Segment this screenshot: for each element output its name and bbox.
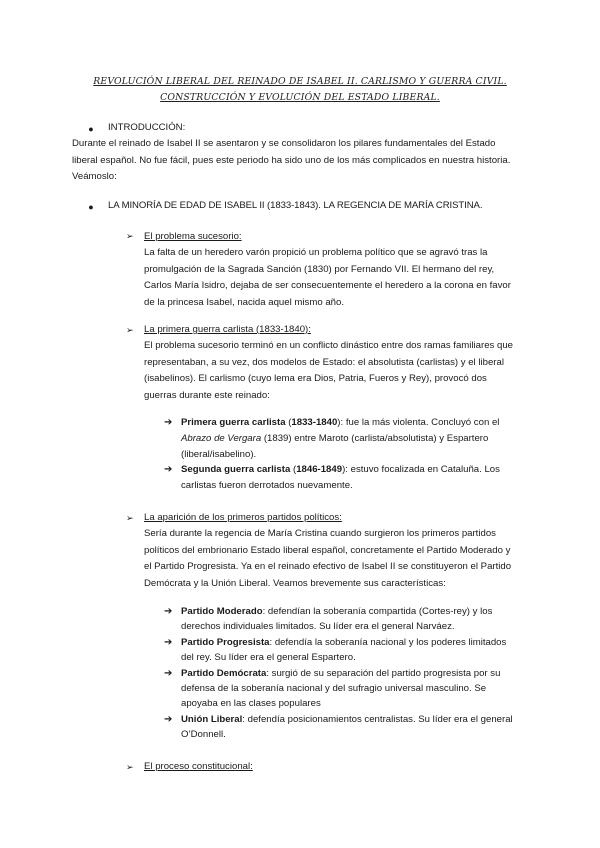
arrow-bullet-icon: ➢ [126,231,134,241]
partido-item: Partido Moderado: defendían la soberanía compartida (Cortes-rey) y los [181,606,493,617]
proceso-heading: El proceso constitucional: [144,761,253,772]
section-heading: LA MINORÍA DE EDAD DE ISABEL II (1833-1843). LA REGENCIA DE MARÍA CRISTINA. [108,200,483,211]
arrow-bullet-icon: ➢ [126,325,134,335]
partido-item-cont: apoyaba en las clases populares [181,698,321,709]
partido-item-cont: del rey. Su líder era el general Espartero. [181,652,356,663]
guerra-text: El problema sucesorio terminó en un conflicto dinástico entre dos ramas familiares que representaban, a su vez, dos modelos de Estado: el absolutista (carlistas) y el liberal (isabelinos). El carlismo (cuyo lema era Dios, Patria, Fueros y Rey), provocó dos guerras durante este reinado: [144,340,514,401]
partido-item: Partido Demócrata: surgió de su separación del partido progresista por su [181,668,501,679]
partido-item: Partido Progresista: defendía la soberanía nacional y los poderes limitados [181,637,507,648]
problema-text: La falta de un heredero varón propició un problema político que se agravó tras la promulgación de la Sagrada Sanción (1830) por Fernando VII. El hermano del rey, Carlos María Isidro, dejaba de ser consecuentemente el heredero a la corona en favor de la princesa Isabel, nacida aquel mismo año. [144,247,511,308]
partidos-heading: La aparición de los primeros partidos políticos: [144,512,342,523]
bullet-icon: ● [88,124,94,134]
partido-item-cont: derechos individuales limitados. Su líder era el general Narváez. [181,621,455,632]
guerra-heading: La primera guerra carlista (1833-1840): [144,324,311,335]
partido-item: Unión Liberal: defendía posicionamientos centralistas. Su líder era el general [181,714,513,725]
bullet-icon: ● [88,202,94,212]
arrow-right-icon: ➔ [164,668,173,679]
arrow-bullet-icon: ➢ [126,513,134,523]
problema-heading: El problema sucesorio: [144,231,242,242]
guerra-item-2-line-2: carlistas fueron derrotados nuevamente. [181,480,353,491]
partido-item-cont: O’Donnell. [181,729,226,740]
partidos-text: Sería durante la regencia de María Cristina cuando surgieron los primeros partidos políticos del embrionario Estado liberal español, concretamente el Partido Moderado y el Partido Progresista. Ya en el reinado efectivo de Isabel II se constituyeron el Partido Demócrata y la Unión Liberal. Veamos brevemente sus características: [144,528,512,589]
intro-text: Durante el reinado de Isabel II se asentaron y se consolidaron los pilares fundamentales del Estado liberal español. No fue fácil, pues este periodo ha sido uno de los más complicados en nuestra historia. Veámoslo: [72,138,511,182]
guerra-item-1-line-3: (liberal/isabelino). [181,449,257,460]
partido-item-cont: defensa de la soberanía nacional y del sufragio universal masculino. Se [181,683,487,694]
guerra-item-2-line-1: Segunda guerra carlista (1846-1849): estuvo focalizada en Cataluña. Los [181,464,500,475]
arrow-bullet-icon: ➢ [126,762,134,772]
guerra-item-1-line-1: Primera guerra carlista (1833-1840): fue la más violenta. Concluyó con el [181,417,500,428]
arrow-right-icon: ➔ [164,417,173,428]
intro-heading: INTRODUCCIÓN: [108,122,186,133]
arrow-right-icon: ➔ [164,637,173,648]
page-title: REVOLUCIÓN LIBERAL DEL REINADO DE ISABEL II. CARLISMO Y GUERRA CIVIL. CONSTRUCCIÓN Y EVOLUCIÓN DEL ESTADO LIBERAL. [93,76,507,103]
arrow-right-icon: ➔ [164,714,173,725]
arrow-right-icon: ➔ [164,464,173,475]
guerra-item-1-line-2: Abrazo de Vergara (1839) entre Maroto (carlista/absolutista) y Espartero [181,433,489,444]
arrow-right-icon: ➔ [164,606,173,617]
